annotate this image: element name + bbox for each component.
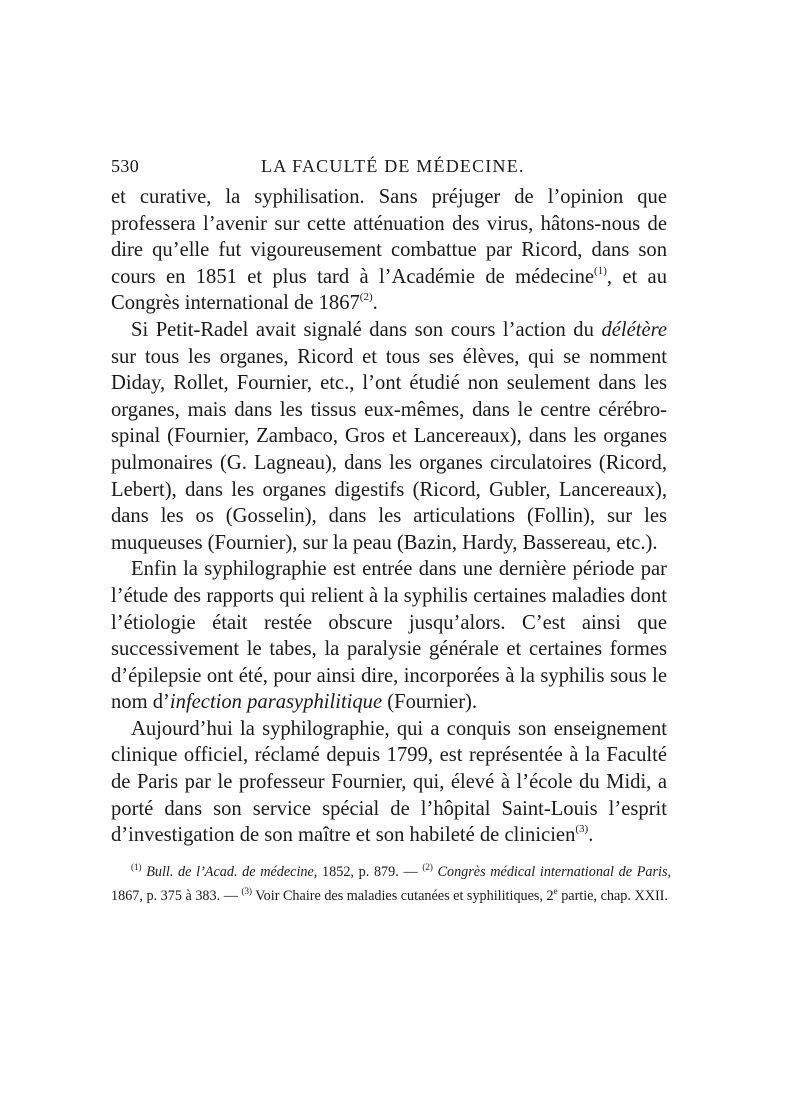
page-number: 530 xyxy=(111,156,140,176)
footnote-2-italic: Congrès médical international de Paris, xyxy=(437,864,672,880)
footnote-marker-3: (3) xyxy=(241,886,252,896)
paragraph-2-text: Si Petit-Radel avait signalé dans son cours l’action du xyxy=(131,318,602,341)
footnote-marker-2: (2) xyxy=(422,862,433,872)
note-ref-1: (1) xyxy=(594,264,607,277)
note-ref-2: (2) xyxy=(359,291,373,304)
footnote-marker-1: (1) xyxy=(131,862,142,872)
main-text xyxy=(111,184,667,849)
footnote-block xyxy=(111,860,671,908)
paragraph-3 xyxy=(111,556,667,716)
paragraph-3-text-b: (Fournier). xyxy=(382,691,478,714)
footnotes xyxy=(111,860,671,908)
paragraph-4-text: Aujourd’hui la syphilographie, qui a conquis son enseignement clinique officiel, réclamé depuis 1799, est représentée à la Faculté de Paris par le professeur Fournier, qui, élevé à l’école du Midi, a porté dans son service spécial de l’hôpital Saint-Louis l’esprit d’investigation de son maître et son habileté de clinicien xyxy=(111,717,667,847)
paragraph-1-text-c: . xyxy=(372,292,378,315)
running-header xyxy=(111,156,666,180)
paragraph-2-italic: délétère xyxy=(601,318,667,341)
paragraph-4-text-b: . xyxy=(588,824,594,847)
paragraph-2 xyxy=(111,317,667,556)
paragraph-4 xyxy=(111,716,667,849)
footnote-3-superscript: e xyxy=(553,886,558,896)
paragraph-3-text: Enfin la syphilographie est entrée dans une dernière période par l’étude des rapports qui relient à la syphilis certaines maladies dont l’étiologie était restée obscure jusqu’alors. C’est ainsi que successivement le tabes, la paralysie générale et certaines formes d’épilepsie ont été, pour ainsi dire, incorporées à la syphilis sous le nom d’ xyxy=(111,558,667,714)
paragraph-2-text-b: sur tous les organes, Ricord et tous ses élèves, qui se nomment Diday, Rollet, Fournier, etc., l’ont étudié non seulement dans les organes, mais dans les tissus eux-mêmes, dans le centre cérébro-spinal (Fournier, Zambaco, Gros et Lancereaux), dans les organes pulmonaires (G. Lagneau), dans les organes circulatoires (Ricord, Lebert), dans les organes digestifs (Ricord, Gubler, Lancereaux), dans les os (Gosselin), dans les articulations (Follin), sur les muqueuses (Fournier), sur la peau (Bazin, Hardy, Bassereau, etc.). xyxy=(111,345,667,554)
note-ref-3: (3) xyxy=(575,823,589,836)
footnote-2-text: 1867, p. 375 à 383. — xyxy=(111,888,242,904)
footnote-1-text: 1852, p. 879. — xyxy=(317,864,423,880)
paragraph-1-text: et curative, la syphilisation. Sans préjuger de l’opinion que professera l’avenir sur cette atténuation des virus, hâtons-nous de dire qu’elle fut vigoureusement combattue par Ricord, dans son cours en 1851 et plus tard à l’Académie de médecine xyxy=(111,186,667,288)
footnote-3-text: Voir Chaire des maladies cutanées et syphilitiques, 2 xyxy=(251,888,554,904)
footnote-3-text-b: partie, chap. XXII. xyxy=(557,888,668,904)
running-title: LA FACULTÉ DE MÉDECINE. xyxy=(261,156,525,176)
paragraph-1-text-b: , et au Congrès international de 1867 xyxy=(111,265,667,315)
footnote-1-italic: Bull. de l’Acad. de médecine, xyxy=(146,864,318,880)
paragraph-3-italic: infection parasyphilitique xyxy=(169,691,383,714)
paragraph-1 xyxy=(111,184,667,317)
